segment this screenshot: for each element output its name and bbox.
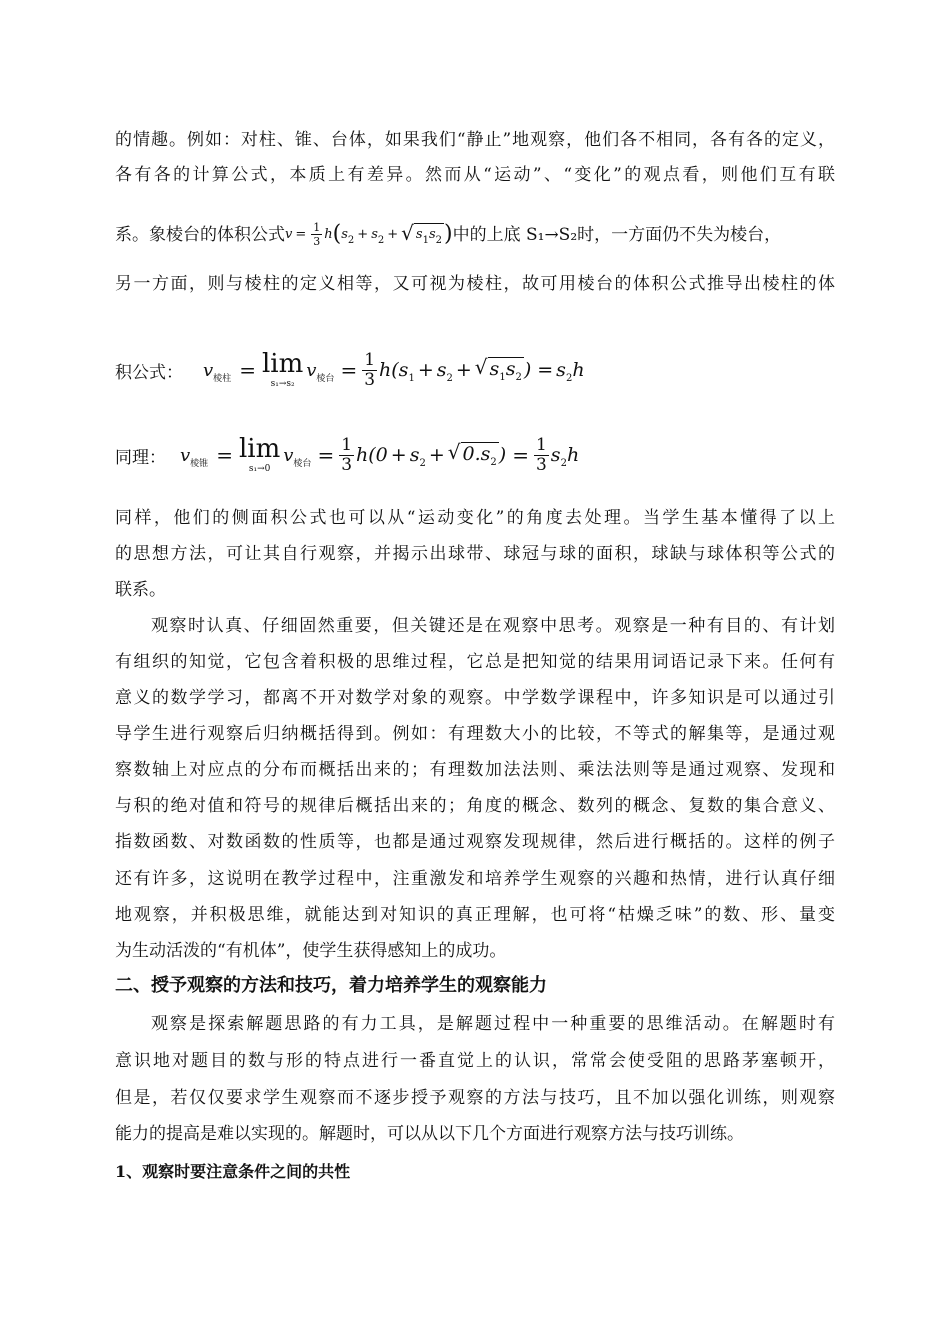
paragraph3-line8: 还有许多，这说明在教学过程中，注重激发和培养学生观察的兴趣和热情，进行认真仔细 — [115, 869, 835, 889]
inline-volume-formula: v = $\frac{1}{3}$ $h(s_2 + s_2$ + √ $s_1s_2$ ) — [285, 220, 453, 248]
limit-operator-2: lim s₁→0 — [238, 434, 281, 474]
paragraph3-line10: 为生动活泼的“有机体”，使学生获得感知上的成功。 — [115, 941, 507, 961]
paragraph1-line2: 各有各的计算公式，本质上有差异。然而从“运动”、“变化”的观点看，则他们互有联 — [115, 165, 835, 185]
limit-operator: lim s₁→s₂ — [261, 349, 304, 389]
pyramid-volume-formula: 同理： $v_{棱锥}$ = lim s₁→0 $v_{棱台}$ = $\frac{1}{3}$ $h(0 + s_2$ + √ $0.s_2$ ) = $\frac{1}{3}$ $s_2h$ — [115, 434, 580, 475]
section-heading-2: 二、授予观察的方法和技巧，着力培养学生的观察能力 — [115, 975, 547, 996]
paragraph3-line3: 意义的数学学习，都离不开对数学对象的观察。中学数学课程中，许多知识是可以通过引 — [115, 688, 835, 708]
paragraph1-line4: 另一方面，则与棱柱的定义相等，又可视为棱柱，故可用棱台的体积公式推导出棱柱的体 — [115, 274, 835, 294]
paragraph3-line5: 察数轴上对应点的分布而概括出来的；有理数加法法则、乘法法则等是通过观察、发现和 — [115, 760, 835, 780]
paragraph2-line3: 联系。 — [115, 580, 166, 600]
paragraph1-line3 — [115, 222, 835, 249]
paragraph2-line2: 的思想方法，可让其自行观察，并揭示出球带、球冠与球的面积，球缺与球体积等公式的 — [115, 544, 835, 564]
paragraph4-line1: 观察是探索解题思路的有力工具，是解题过程中一种重要的思维活动。在解题时有 — [151, 1014, 835, 1034]
paragraph3-line4: 导学生进行观察后归纳概括得到。例如：有理数大小的比较，不等式的解集等，是通过观 — [115, 724, 835, 744]
paragraph4-line2: 意识地对题目的数与形的特点进行一番直觉上的认识，常常会使受阻的思路茅塞顿开， — [115, 1051, 835, 1071]
paragraph2-line1: 同样，他们的侧面积公式也可以从“运动变化”的角度去处理。当学生基本懂得了以上 — [115, 508, 835, 528]
formula2-label: 同理： — [115, 447, 166, 468]
paragraph4-line3: 但是，若仅仅要求学生观察而不逐步授予观察的方法与技巧，且不加以强化训练，则观察 — [115, 1088, 835, 1108]
paragraph3-line7: 指数函数、对数函数的性质等，也都是通过观察发现规律，然后进行概括的。这样的例子 — [115, 832, 835, 852]
paragraph3-line2: 有组织的知觉，它包含着积极的思维过程，它总是把知觉的结果用词语记录下来。任何有 — [115, 652, 835, 672]
line3-text-after: 中的上底 S₁→S₂时，一方面仍不失为棱台， — [452, 225, 782, 245]
prism-volume-formula: 积公式： $v_{棱柱}$ = lim s₁→s₂ $v_{棱台}$ = $\frac{1}{3}$ $h(s_1 + s_2$ + √ $s_1s_2$ ) = $s_2h$ — [115, 349, 585, 390]
paragraph3-line9: 地观察，并积极思维，就能达到对知识的真正理解，也可将“枯燥乏味”的数、形、量变 — [115, 905, 835, 925]
paragraph4-line4: 能力的提高是难以实现的。解题时，可以从以下几个方面进行观察方法与技巧训练。 — [115, 1124, 744, 1144]
paragraph3-line1: 观察时认真、仔细固然重要，但关键还是在观察中思考。观察是一种有目的、有计划 — [151, 616, 835, 636]
subheading-1: 1、观察时要注意条件之间的共性 — [115, 1162, 351, 1181]
formula1-label: 积公式： — [115, 362, 183, 383]
line3-text-before: 系。象棱台的体积公式 — [115, 225, 285, 245]
paragraph1-line1: 的情趣。例如：对柱、锥、台体，如果我们“静止”地观察，他们各不相同，各有各的定义， — [115, 130, 835, 150]
paragraph3-line6: 与积的绝对值和符号的规律后概括出来的；角度的概念、数列的概念、复数的集合意义、 — [115, 796, 835, 816]
